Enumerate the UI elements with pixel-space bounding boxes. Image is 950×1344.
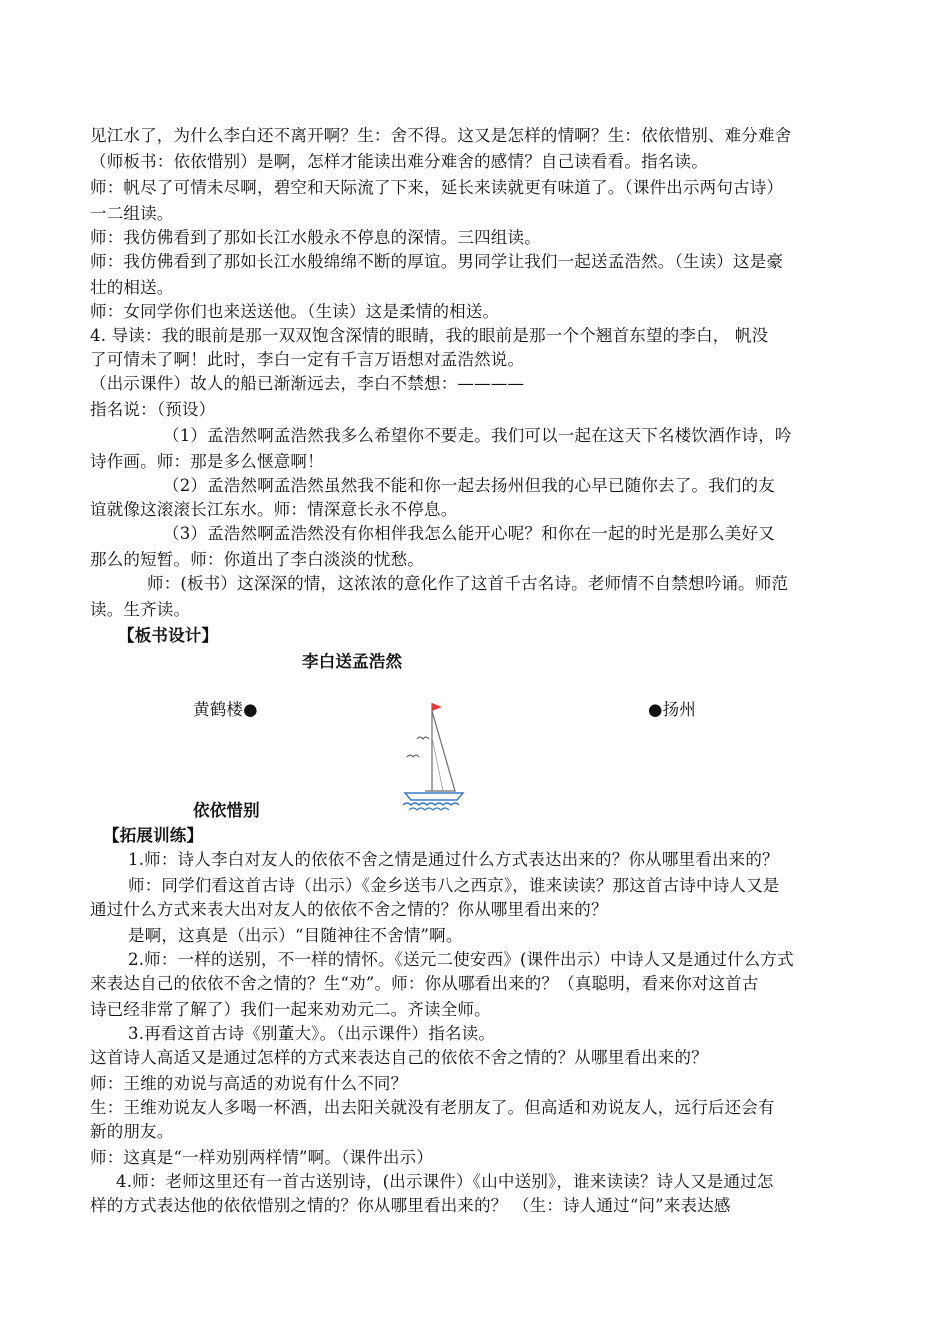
text-line: 诗已经非常了解了）我们一起来劝劝元二。齐读全师。 [90, 1000, 491, 1019]
text-line: 是啊，这真是（出示）“目随神往不舍情”啊。 [128, 926, 463, 945]
text-line: （1）孟浩然啊孟浩然我多么希望你不要走。我们可以一起在这天下名楼饮酒作诗，吟 [163, 426, 792, 445]
text-line: 师：(板书）这深深的情，这浓浓的意化作了这首千古名诗。老师情不自禁想吟诵。师范 [147, 574, 789, 593]
text-line: 师：帆尽了可情未尽啊，碧空和天际流了下来，延长来读就更有味道了。（课件出示两句古诗） [90, 178, 784, 197]
text-line: 3.再看这首古诗《别董大》。（出示课件）指名读。 [128, 1024, 496, 1043]
text-line: （3）孟浩然啊孟浩然没有你相伴我怎么能开心呢？和你在一起的时光是那么美好又 [163, 524, 775, 543]
board-heading: 【板书设计】 [118, 626, 219, 645]
board-right-label: ●扬州 [648, 700, 696, 719]
text-line: 一二组读。 [90, 204, 174, 223]
text-line: 师：这真是“一样劝别两样情”啊。（课件出示） [90, 1148, 434, 1167]
text-line: 那么的短暂。师：你道出了李白淡淡的忧愁。 [90, 550, 424, 569]
text-line: 见江水了，为什么李白还不离开啊？生：舍不得。这又是怎样的情啊？生：依依惜别、难分难舍 [90, 126, 792, 145]
text-line: 诗作画。师：那是多么惬意啊！ [90, 452, 324, 471]
text-line: 来表达自己的依依不舍之情的？生“劝”。师：你从哪看出来的？（真聪明，看来你对这首古 [90, 974, 759, 993]
text-line: 新的朋友。 [90, 1122, 174, 1141]
text-line: 师：同学们看这首古诗（出示）《金乡送韦八之西京》，谁来读读？那这首古诗中诗人又是 [128, 876, 780, 895]
board-bottom-label: 依依惜别 [193, 801, 260, 820]
text-line: 了可情未了啊！此时，李白一定有千言万语想对孟浩然说。 [90, 350, 525, 369]
text-line: 1.师：诗人李白对友人的依依不舍之情是通过什么方式表达出来的？你从哪里看出来的？ [128, 850, 779, 869]
text-line: 通过什么方式来表大出对友人的依依不舍之情的？你从哪里看出来的？ [90, 900, 608, 919]
text-line: 2.师：一样的送别，不一样的情怀。《送元二使安西》(课件出示）中诗人又是通过什么方式 [128, 950, 794, 969]
text-line: （师板书：依依惜别）是啊，怎样才能读出难分难舍的感情？自己读看看。指名读。 [90, 152, 708, 171]
text-line: 生：王维劝说友人多喝一杯酒，出去阳关就没有老朋友了。但高适和劝说友人，远行后还会有 [90, 1098, 775, 1117]
board-left-label: 黄鹤楼● [193, 700, 258, 719]
text-line: 师：女同学你们也来送送他。（生读）这是柔情的相送。 [90, 302, 500, 321]
extension-heading: 【拓展训练】 [103, 826, 204, 845]
text-line: 这首诗人高适又是通过怎样的方式来表达自己的依依不舍之情的？从哪里看出来的？ [90, 1048, 708, 1067]
text-line: 4. 导读：我的眼前是那一双双饱含深情的眼睛，我的眼前是那一个个翘首东望的李白， 帆没 [90, 326, 769, 345]
text-line: 读。生齐读。 [90, 600, 191, 619]
text-line: 师：王维的劝说与高适的劝说有什么不同？ [90, 1074, 408, 1093]
text-line: 4.师：老师这里还有一首古送别诗，(出示课件）《山中送别》，谁来读读？诗人又是通过怎 [116, 1172, 774, 1191]
text-line: （2）孟浩然啊孟浩然虽然我不能和你一起去扬州但我的心早已随你去了。我们的友 [163, 476, 775, 495]
sailboat-illustration [395, 697, 485, 815]
text-line: 谊就像这滚滚长江东水。师：情深意长永不停息。 [90, 500, 458, 519]
text-line: （出示课件）故人的船已渐渐远去，李白不禁想：———— [90, 374, 525, 393]
board-title: 李白送孟浩然 [302, 652, 403, 671]
text-line: 样的方式表达他的依依惜别之情的？你从哪里看出来的？ （生：诗人通过“问”来表达感 [90, 1196, 731, 1215]
text-line: 师：我仿佛看到了那如长江水般绵绵不断的厚谊。男同学让我们一起送孟浩然。（生读）这是豪 [90, 252, 784, 271]
text-line: 壮的相送。 [90, 278, 174, 297]
text-line: 指名说：（预设） [90, 400, 216, 419]
text-line: 师：我仿佛看到了那如长江水般永不停息的深情。三四组读。 [90, 228, 541, 247]
